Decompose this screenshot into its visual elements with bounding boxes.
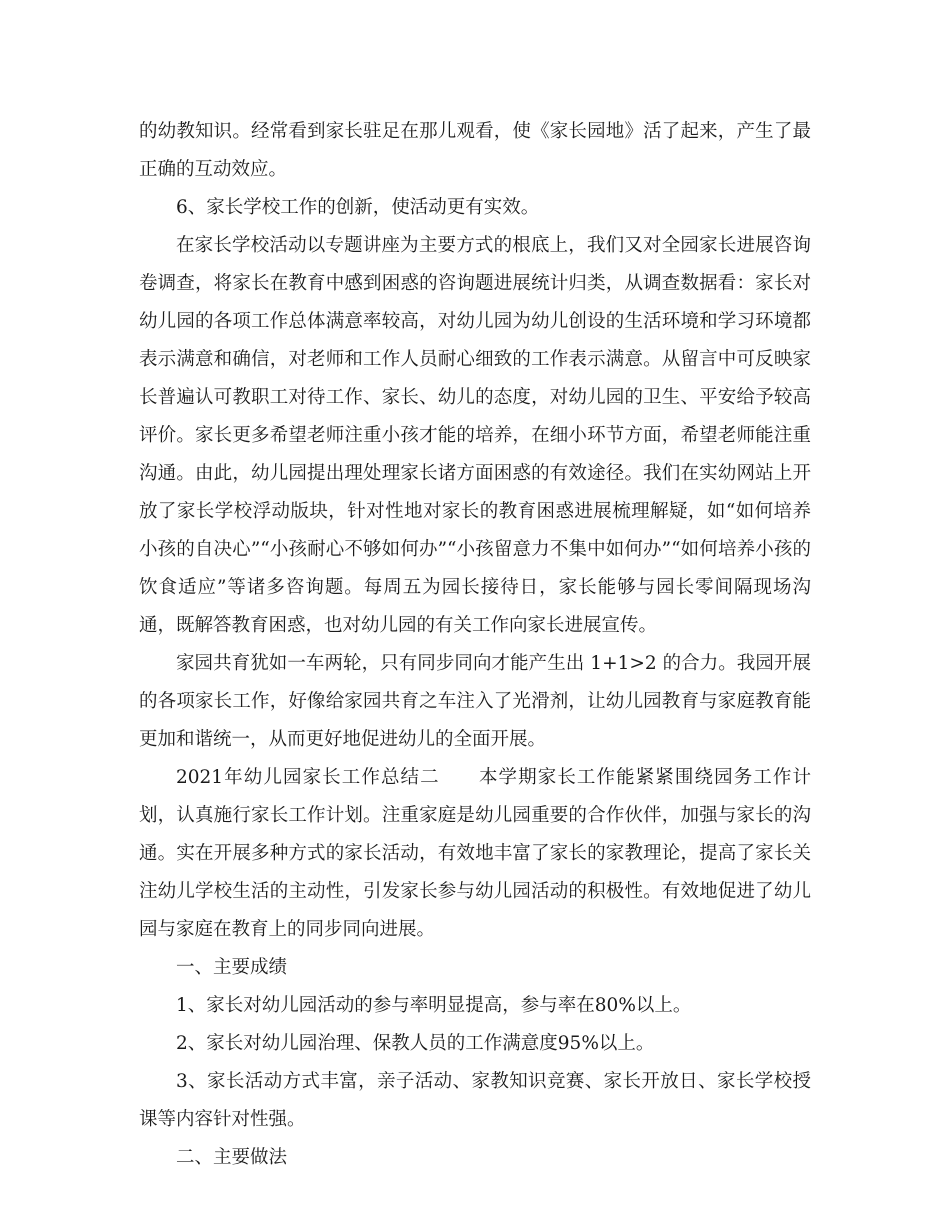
paragraph-item-6-heading: 6、家长学校工作的创新，使活动更有实效。 bbox=[176, 197, 540, 218]
paragraph-summary-two-intro: 2021年幼儿园家长工作总结二 本学期家长工作能紧紧围绕园务工作计划，认真施行家长工作计划。注重家庭是幼儿园重要的合作伙伴，加强与家长的沟通。实在开展多种方式的家长活动，有效地丰富了家长的家教理论，提高了家长关注幼儿学校生活的主动性，引发家长参与幼儿园活动的积极性。有效地促进了幼儿园与家庭在教育上的同步同向进展。 bbox=[139, 767, 811, 940]
achievement-item-2: 2、家长对幼儿园治理、保教人员的工作满意度95%以上。 bbox=[176, 1033, 655, 1054]
achievement-item-3: 3、家长活动方式丰富，亲子活动、家教知识竞赛、家长开放日、家长学校授课等内容针对性强。 bbox=[139, 1071, 811, 1130]
achievement-item-1: 1、家长对幼儿园活动的参与率明显提高，参与率在80%以上。 bbox=[176, 995, 692, 1016]
section-heading-methods: 二、主要做法 bbox=[176, 1147, 288, 1168]
paragraph-conclusion: 家园共育犹如一车两轮，只有同步同向才能产生出 1+1>2 的合力。我园开展的各项家长工作，好像给家园共育之车注入了光滑剂，让幼儿园教育与家庭教育能更加和谐统一，从而更好地促进幼儿的全面开展。 bbox=[139, 653, 811, 750]
document-body bbox=[139, 113, 811, 1177]
section-heading-achievements: 一、主要成绩 bbox=[176, 957, 288, 978]
paragraph-survey: 在家长学校活动以专题讲座为主要方式的根底上，我们又对全园家长进展咨询卷调查，将家长在教育中感到困惑的咨询题进展统计归类，从调查数据看：家长对幼儿园的各项工作总体满意率较高，对幼儿园为幼儿创设的生活环境和学习环境都表示满意和确信，对老师和工作人员耐心细致的工作表示满意。从留言中可反映家长普遍认可教职工对待工作、家长、幼儿的态度，对幼儿园的卫生、平安给予较高评价。家长更多希望老师注重小孩才能的培养，在细小环节方面，希望老师能注重沟通。由此，幼儿园提出理处理家长诸方面困惑的有效途径。我们在实幼网站上开放了家长学校浮动版块，针对性地对家长的教育困惑进展梳理解疑，如“如何培养小孩的自决心”“小孩耐心不够如何办”“小孩留意力不集中如何办”“如何培养小孩的饮食适应”等诸多咨询题。每周五为园长接待日，家长能够与园长零间隔现场沟通，既解答教育困惑，也对幼儿园的有关工作向家长进展宣传。 bbox=[139, 235, 811, 636]
paragraph-continuation: 的幼教知识。经常看到家长驻足在那儿观看，使《家长园地》活了起来，产生了最正确的互动效应。 bbox=[139, 121, 811, 180]
